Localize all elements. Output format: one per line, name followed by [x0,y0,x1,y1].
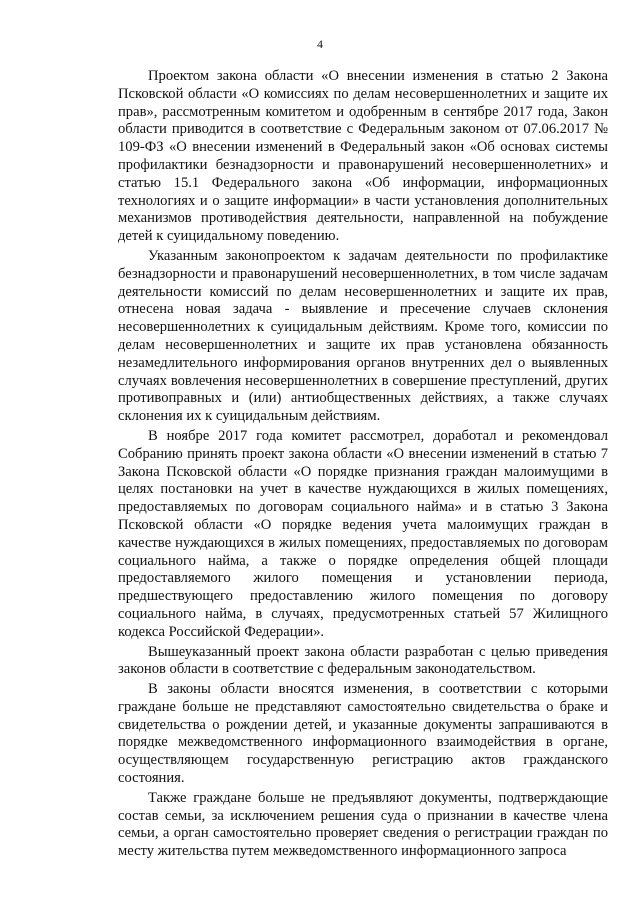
paragraph-6: Также граждане больше не предъявляют документы, подтверждающие состав семьи, за исключением решения суда о признании в качестве члена семьи, а орган самостоятельно проверяет сведения о регистрации граждан по месту жительства путем межведомственного информационного запроса [118,789,608,860]
paragraph-2: Указанным законопроектом к задачам деятельности по профилактике безнадзорности и правонарушений несовершеннолетних, в том числе задачам деятельности комиссий по делам несовершеннолетних и защите их прав, отнесена новая задача - выявление и пресечение случаев склонения несовершеннолетних к суицидальным действиям. Кроме того, комиссии по делам несовершеннолетних и защите их прав установлена обязанность незамедлительного информирования органов внутренних дел о выявленных случаях вовлечения несовершеннолетних в совершение преступлений, других противоправных и (или) антиобщественных действиях, а также случаях склонения их к суицидальным действиям. [118,247,608,425]
page-number: 4 [317,37,323,51]
paragraph-3: В ноябре 2017 года комитет рассмотрел, доработал и рекомендовал Собранию принять проект закона области «О внесении изменений в статью 7 Закона Псковской области «О порядке признания граждан малоимущими в целях постановки на учет в качестве нуждающихся в жилых помещениях, предоставляемых по договорам социального найма» и в статью 3 Закона Псковской области «О порядке ведения учета малоимущих граждан в качестве нуждающихся в жилых помещениях, предоставляемых по договорам социального найма, а также о порядке определения общей площади предоставляемого жилого помещения и установлении периода, предшествующего предоставлению жилого помещения по договору социального найма, в случаях, предусмотренных статьей 57 Жилищного кодекса Российской Федерации». [118,427,608,640]
document-body [118,68,608,863]
paragraph-5: В законы области вносятся изменения, в соответствии с которыми граждане больше не представляют самостоятельно свидетельства о браке и свидетельства о рождении детей, и указанные документы запрашиваются в порядке межведомственного информационного взаимодействия в органе, осуществляющем государственную регистрацию актов гражданского состояния. [118,681,608,787]
paragraph-4: Вышеуказанный проект закона области разработан с целью приведения законов области в соответствие с федеральным законодательством. [118,643,608,678]
paragraph-1: Проектом закона области «О внесении изменения в статью 2 Закона Псковской области «О комиссиях по делам несовершеннолетних и защите их прав», рассмотренным комитетом и одобренным в сентябре 2017 года, Закон области приводится в соответствие с Федеральным законом от 07.06.2017 № 109-ФЗ «О внесении изменений в Федеральный закон «Об основах системы профилактики безнадзорности и правонарушений несовершеннолетних» и статью 15.1 Федерального закона «Об информации, информационных технологиях и о защите информации» в части установления дополнительных механизмов противодействия деятельности, направленной на побуждение детей к суицидальному поведению. [118,68,608,245]
